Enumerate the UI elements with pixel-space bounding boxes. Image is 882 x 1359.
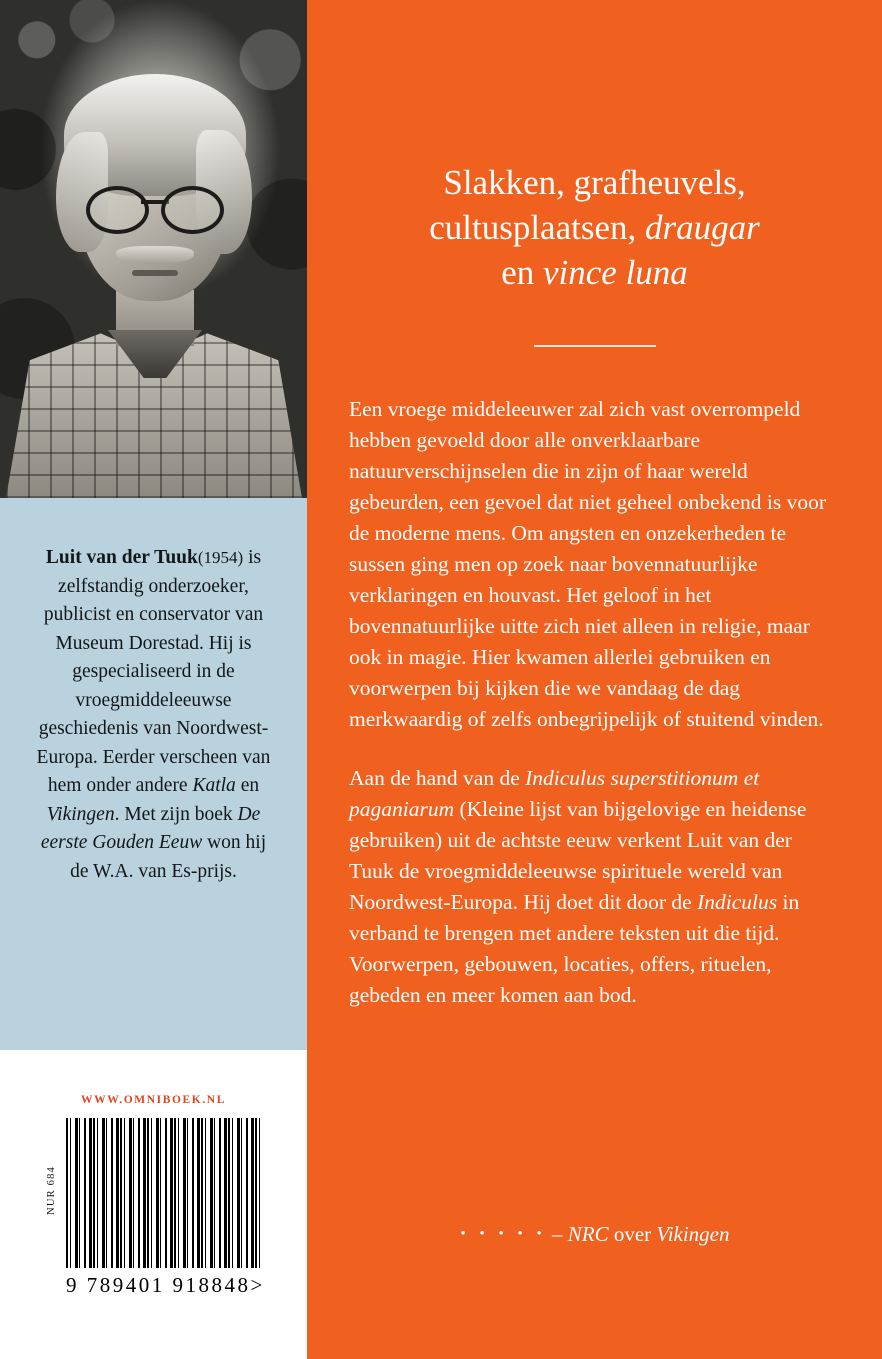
subtitle-line-3-italic: vince luna (542, 253, 688, 292)
author-book-title-katla: Katla (192, 775, 236, 796)
nur-code: NUR 684 (46, 1166, 57, 1215)
left-column (0, 0, 307, 1359)
subtitle-line-1: Slakken, grafheuvels, (443, 163, 746, 202)
isbn-suffix: > (250, 1273, 265, 1297)
blurb-p2-b: (Kleine lijst van bijgelovige en heidense gebruiken) uit de achtste eeuw verkent Luit van der Tuuk de vroegmiddeleeuwse spirituele wereld van Noordwest-Europa. Hij doet dit door de (349, 797, 807, 914)
lens-left (86, 186, 149, 234)
book-subtitle (347, 160, 842, 295)
blurb-paragraph-2 (349, 763, 841, 1011)
barcode-icon (66, 1118, 262, 1268)
rating-stars: • • • • • (460, 1226, 547, 1242)
subtitle-line-3-plain: en (501, 253, 543, 292)
review-middle: over (608, 1222, 657, 1246)
review-source: NRC (567, 1222, 609, 1246)
moustache (116, 246, 194, 264)
subtitle-line-2-italic: draugar (645, 208, 760, 247)
author-bio-panel (0, 498, 307, 1050)
divider-rule (534, 345, 656, 347)
mouth (132, 270, 178, 276)
author-bio-part-3: . Met zijn boek (114, 803, 238, 825)
blurb-p2-indiculus-full: Indiculus superstitionum et paganiarum (349, 766, 760, 821)
author-book-title-gouden-eeuw: De eerste Gouden Eeuw (40, 803, 261, 853)
review-dash: – (546, 1222, 568, 1246)
author-bio-part-1: is zelfstandig onderzoeker, publicist en conservator van Museum Dorestad. Hij is gespecialiseerd in de vroegmiddeleeuwse geschiedenis van Noordwest-Europa. Eerder verscheen van hem onder andere (36, 547, 271, 796)
review-book-title: Vikingen (656, 1222, 730, 1246)
blurb-p2-indiculus-short: Indiculus (697, 890, 778, 914)
barcode-block (66, 1118, 266, 1298)
subtitle-line-2-plain: cultusplaatsen, (429, 208, 646, 247)
blurb-p2-a: Aan de hand van de (349, 766, 526, 790)
isbn-number: 9 789401 918848 (66, 1273, 251, 1297)
author-bio-part-4: won hij de W.A. van Es-prijs. (70, 832, 267, 882)
review-quote (349, 1222, 841, 1247)
author-photo (0, 0, 307, 498)
isbn-digits (66, 1273, 266, 1298)
footer-left (0, 1050, 307, 1359)
blurb-paragraph-1: Een vroege middeleeuwer zal zich vast overrompeld hebben gevoeld door alle onverklaarbare natuurverschijnselen die in zijn of haar wereld gebeurden, een gevoel dat niet geheel onbekend is voor de moderne mens. Om angsten en onzekerheden te sussen ging men op zoek naar bovennatuurlijke verklaringen en houvast. Het geloof in het bovennatuurlijke uitte zich niet alleen in religie, maar ook in magie. Hier kwamen allerlei gebruiken en voorwerpen bij kijken die we vandaag de dag merkwaardig of zelfs onbegrijpelijk of stuitend vinden. (349, 397, 826, 731)
blurb-p2-c: in verband te brengen met andere teksten uit die tijd. Voorwerpen, gebouwen, locaties, offers, rituelen, gebeden en meer komen aan bod. (349, 890, 800, 1007)
author-bio-part-2: en (235, 775, 260, 796)
right-column (307, 0, 882, 1359)
blurb-text (349, 394, 841, 1039)
glasses-icon (86, 186, 224, 226)
author-name: Luit van der Tuuk (45, 547, 198, 568)
author-bio-text (34, 544, 273, 886)
publisher-website[interactable]: WWW.OMNIBOEK.NL (81, 1094, 226, 1106)
lens-right (161, 186, 224, 234)
author-book-title-vikingen: Vikingen (46, 803, 115, 825)
author-birth-year: (1954) (197, 548, 244, 567)
